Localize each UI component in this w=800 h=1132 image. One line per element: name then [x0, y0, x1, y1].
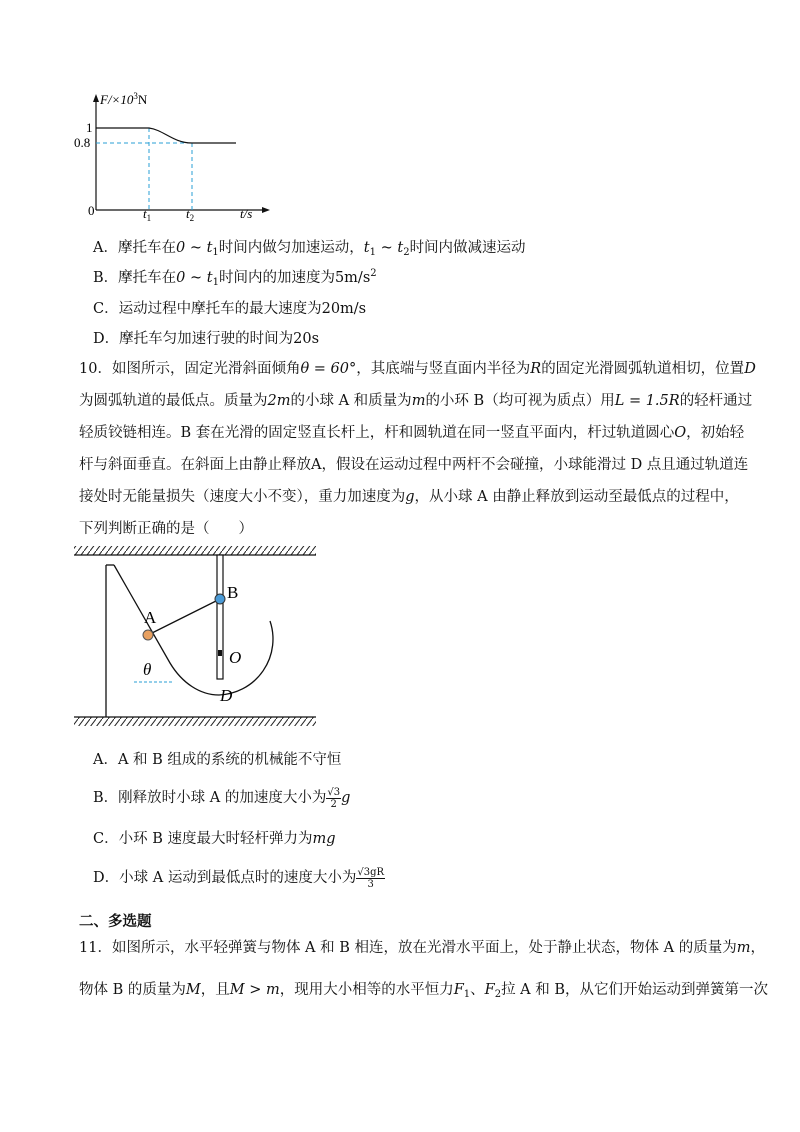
q10-line-3: 轻质铰链相连。B 套在光滑的固定竖直长杆上，杆和圆轨道在同一竖直平面内，杆过轨道圆心O，初始轻 — [79, 425, 745, 441]
vertical-rod — [217, 555, 223, 679]
ball-a — [143, 630, 153, 640]
y-tick-1: 1 — [86, 120, 93, 135]
q10-line-5: 接处时无能量损失（速度大小不变），重力加速度为g，从小球 A 由静止释放到运动至最低点的过程中， — [79, 489, 739, 505]
origin-label: 0 — [88, 203, 95, 218]
ring-b — [215, 594, 225, 604]
force-time-graph — [74, 90, 278, 225]
q10-line-6: 下列判断正确的是（ ） — [79, 521, 253, 537]
floor-hatch — [74, 717, 316, 726]
label-b: B — [227, 583, 239, 602]
label-d: D — [220, 686, 233, 705]
center-mark — [218, 650, 222, 656]
x-tick-t2: $t_2$ — [186, 206, 195, 223]
q9-option-c: C．运动过程中摩托车的最大速度为20m/s — [93, 301, 367, 317]
q10-line-4: 杆与斜面垂直。在斜面上由静止释放A，假设在运动过程中两杆不会碰撞，小球能滑过 D 点且通过轨道连 — [79, 457, 749, 473]
y-axis-label: $F/\times 10^3N$ — [100, 91, 148, 107]
q9-option-a: A．摩托车在0 ~ $t_1$时间内做匀加速运动，$t_1$ ~ $t_2$时间内做减速运动 — [93, 240, 526, 258]
q10-option-a: A．A 和 B 组成的系统的机械能不守恒 — [93, 752, 342, 768]
q10-option-b: B．刚释放时小球 A 的加速度大小为 $\frac{√3}{2}$ g — [93, 786, 351, 810]
q9-option-d: D．摩托车匀加速行驶的时间为20s — [93, 331, 320, 347]
q9-option-b: B．摩托车在0 ~ $t_1$时间内的加速度为$5m/s^2$ — [93, 268, 377, 288]
x-tick-t1: $t_1$ — [143, 206, 152, 223]
circular-track — [219, 621, 273, 695]
q10-line-2: 为圆弧轨道的最低点。质量为2m的小球 A 和质量为m的小环 B（均可视为质点）用L = 1.5R的轻杆通过 — [79, 393, 753, 409]
x-axis-label: t/s — [240, 206, 253, 221]
y-axis-arrow — [93, 94, 99, 102]
incline-surface — [114, 565, 219, 695]
q11-line-1: 11．如图所示，水平轻弹簧与物体 A 和 B 相连，放在光滑水平面上，处于静止状态，物体 A 的质量为m， — [79, 940, 765, 956]
light-rod — [148, 599, 220, 635]
x-axis-arrow — [262, 207, 270, 213]
incline-track-figure — [72, 543, 322, 733]
ceiling-hatch — [74, 546, 316, 555]
q10-option-d: D．小球 A 运动到最低点时的速度大小为 $\frac{√3gR}{3}$ — [93, 866, 384, 890]
y-tick-08: 0.8 — [74, 135, 91, 150]
force-curve — [96, 128, 236, 143]
q10-line-1: 10．如图所示，固定光滑斜面倾角θ = 60°，其底端与竖直面内半径为R的固定光滑圆弧轨道相切，位置D — [79, 361, 756, 377]
label-theta: θ — [143, 660, 152, 679]
q10-option-c: C．小环 B 速度最大时轻杆弹力为mg — [93, 831, 336, 847]
section-heading-multi-choice: 二、多选题 — [79, 913, 152, 930]
label-a: A — [144, 608, 157, 627]
label-o: O — [229, 648, 242, 667]
q11-line-2: 物体 B 的质量为M，且M > m，现用大小相等的水平恒力$F_1$、$F_2$拉 A 和 B，从它们开始运动到弹簧第一次 — [79, 982, 769, 1000]
